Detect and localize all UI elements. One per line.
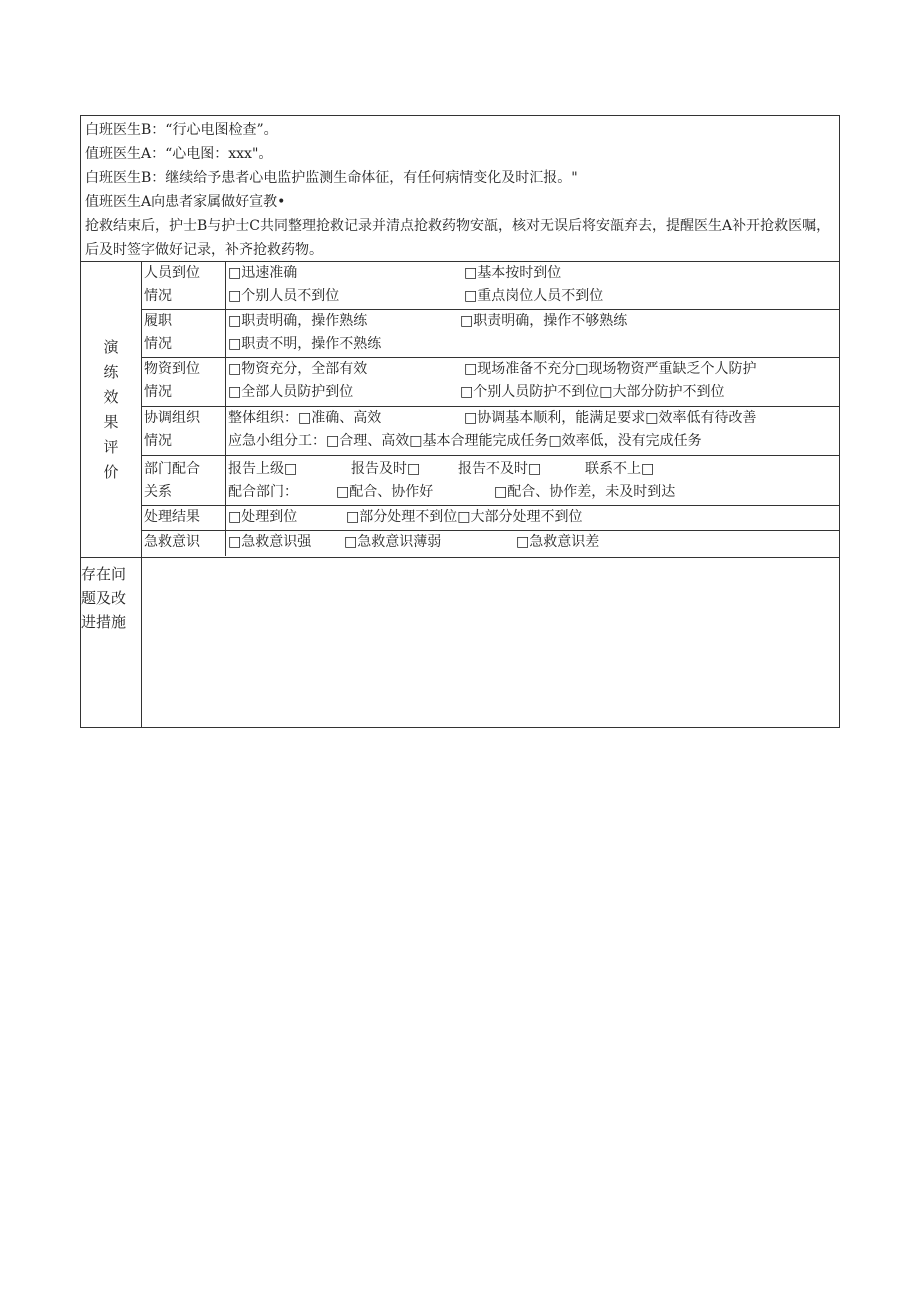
row-category: 急救意识 (142, 531, 226, 556)
narrative-line: 值班医生A向患者家属做好宣教• (85, 194, 286, 210)
row-options (226, 407, 839, 453)
row-category: 履职 情况 (142, 310, 226, 357)
checkbox-option[interactable]: 报告不及时□ (458, 461, 542, 477)
checkbox-option[interactable]: □个别人员防护不到位□大部分防护不到位 (460, 384, 725, 400)
checkbox-option[interactable]: □急救意识强 (228, 534, 312, 550)
issues-content-area[interactable] (142, 558, 839, 727)
checkbox-option[interactable]: □迅速准确 (228, 265, 298, 281)
checkbox-option[interactable]: □基本按时到位 (464, 265, 562, 281)
row-category: 物资到位 情况 (142, 358, 226, 406)
narrative-line: 值班医生A：“心电图：xxx"。 (85, 146, 273, 162)
row-category: 部门配合 关系 (142, 456, 226, 505)
row-options (226, 262, 839, 308)
evaluation-row-awareness (142, 531, 839, 556)
checkbox-option[interactable]: □急救意识差 (516, 534, 600, 550)
checkbox-option[interactable]: □个别人员不到位 (228, 288, 340, 304)
checkbox-option[interactable]: □重点岗位人员不到位 (464, 288, 604, 304)
drill-effect-evaluation (80, 262, 840, 558)
checkbox-option[interactable]: 报告上级□ (228, 461, 298, 477)
evaluation-label-char: 演 (103, 337, 119, 356)
evaluation-row-materials (142, 358, 839, 407)
evaluation-label-char: 评 (103, 437, 119, 456)
checkbox-option[interactable]: □职责明确，操作不够熟练 (460, 313, 628, 329)
checkbox-option[interactable]: □职责明确，操作熟练 (228, 313, 368, 329)
drill-record-form (80, 115, 840, 728)
checkbox-option[interactable]: 联系不上□ (585, 461, 655, 477)
evaluation-label (81, 262, 142, 557)
checkbox-option[interactable]: 整体组织：□准确、高效 (228, 410, 382, 426)
checkbox-option[interactable]: □配合、协作好 (336, 484, 434, 500)
row-category: 协调组织 情况 (142, 407, 226, 455)
checkbox-option[interactable]: □协调基本顺利，能满足要求□效率低有待改善 (464, 410, 757, 426)
checkbox-option[interactable]: □职责不明，操作不熟练 (228, 336, 382, 352)
narrative-line: 白班医生B：“行心电图检查”。 (85, 122, 278, 138)
checkbox-option[interactable]: 应急小组分工：□合理、高效□基本合理能完成任务□效率低，没有完成任务 (228, 433, 702, 449)
evaluation-label-char: 效 (103, 387, 119, 406)
checkbox-option[interactable]: □全部人员防护到位 (228, 384, 354, 400)
row-options (226, 358, 839, 404)
checkbox-option[interactable]: □配合、协作差，未及时到达 (494, 484, 676, 500)
evaluation-label-char: 练 (103, 362, 119, 381)
narrative-line: 抢救结束后，护士B与护士C共同整理抢救记录并清点抢救药物安瓿，核对无误后将安瓿弃去，提醒医生A补开抢救医嘱，后及时签字做好记录，补齐抢救药物。 (85, 218, 831, 258)
checkbox-label: 配合部门： (228, 484, 298, 500)
evaluation-label-char: 价 (103, 462, 119, 481)
evaluation-row-duty (142, 310, 839, 358)
row-category: 处理结果 (142, 506, 226, 530)
checkbox-option[interactable]: □处理到位 (228, 509, 298, 525)
row-options (226, 310, 839, 356)
evaluation-row-department (142, 456, 839, 506)
evaluation-label-char: 果 (103, 412, 119, 431)
checkbox-option[interactable]: 报告及时□ (351, 461, 421, 477)
evaluation-rows (142, 262, 839, 556)
evaluation-row-result (142, 506, 839, 531)
checkbox-option[interactable]: □部分处理不到位□大部分处理不到位 (346, 509, 583, 525)
row-category: 人员到位 情况 (142, 262, 226, 309)
row-options (226, 531, 839, 554)
checkbox-option[interactable]: □现场准备不充分□现场物资严重缺乏个人防护 (464, 361, 757, 377)
evaluation-row-coordination (142, 407, 839, 456)
issues-label: 存在问 题及改 进措施 (81, 558, 142, 727)
drill-narrative (80, 115, 840, 262)
checkbox-option[interactable]: □急救意识薄弱 (344, 534, 442, 550)
row-options (226, 456, 839, 504)
narrative-line: 白班医生B：继续给予患者心电监护监测生命体征，有任何病情变化及时汇报。" (85, 170, 578, 186)
row-options (226, 506, 839, 529)
issues-section (80, 558, 840, 728)
checkbox-option[interactable]: □物资充分，全部有效 (228, 361, 368, 377)
evaluation-row-personnel (142, 262, 839, 310)
